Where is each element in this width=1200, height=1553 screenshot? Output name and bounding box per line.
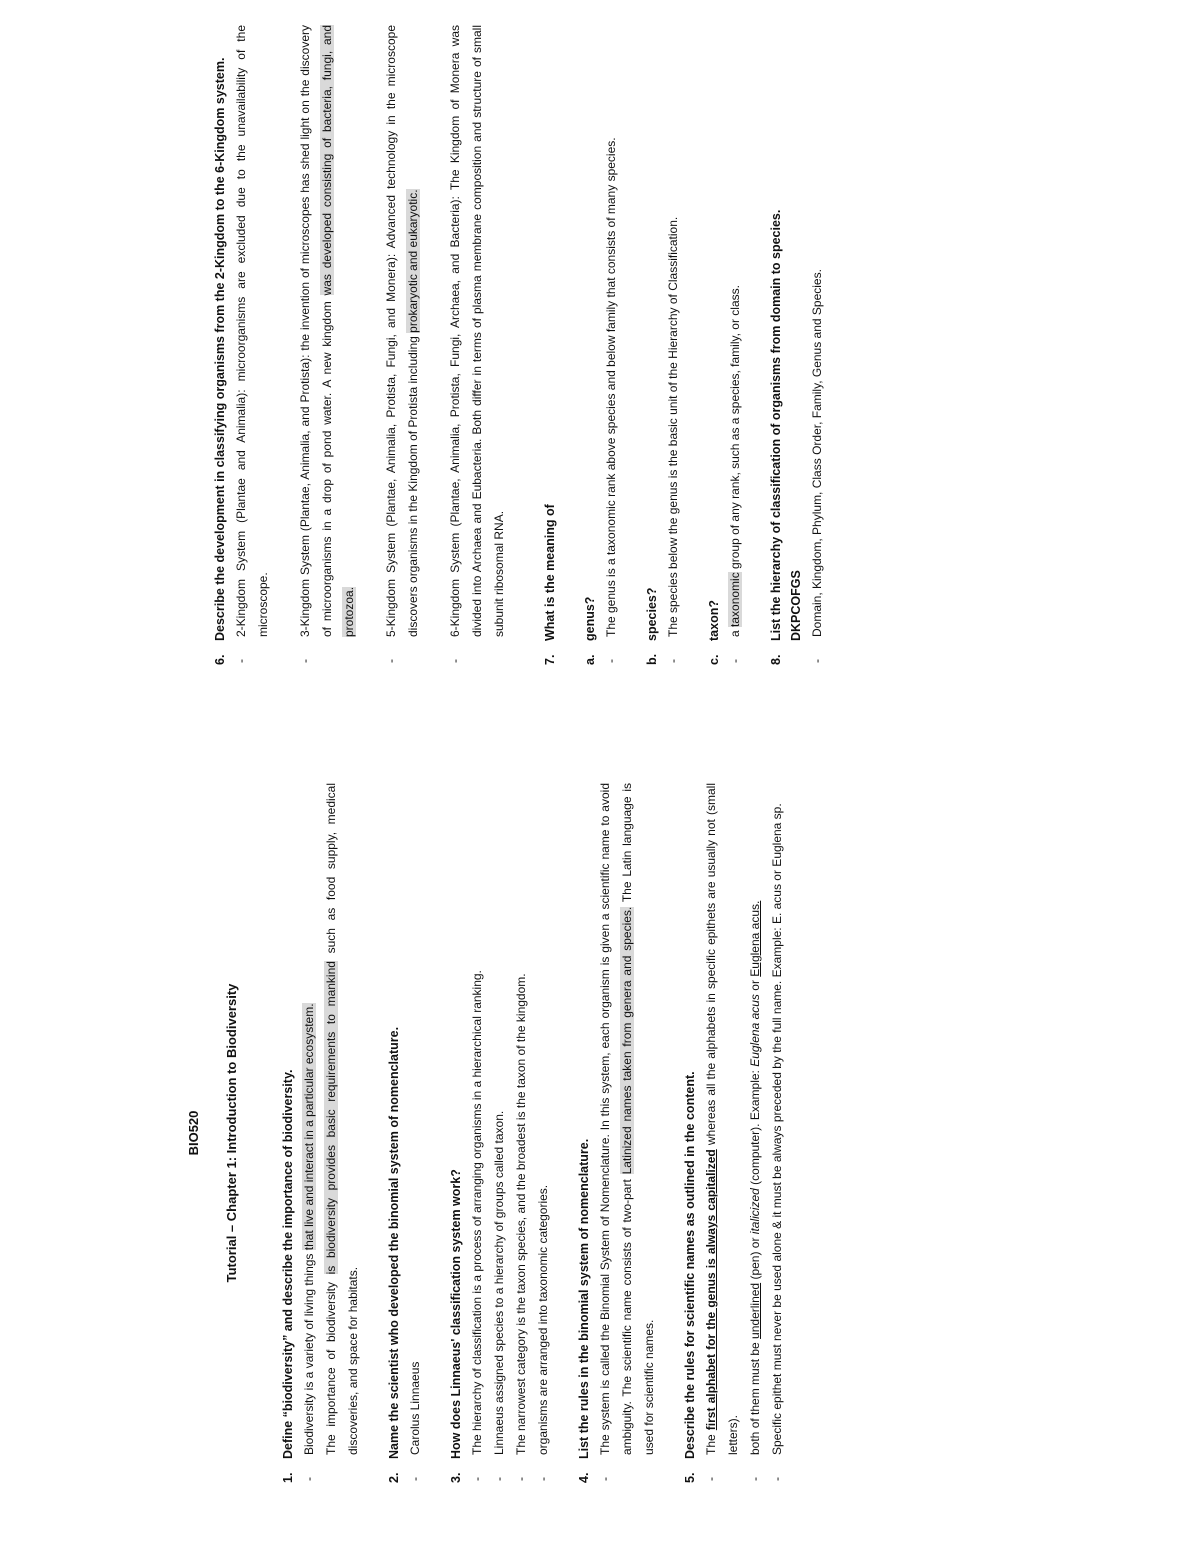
- question-6: 6. Describe the development in classifying organisms from the 2-Kingdom to the 6-Kingdom system.: [213, 57, 227, 665]
- answer-6a: - 2-Kingdom System (Plantae and Animalia): microorganisms are excluded due to the unavailability of the microscope.: [234, 25, 270, 663]
- answer-6b: - 3-Kingdom System (Plantae, Animalia, and Protista): the invention of microscopes has shed light on the discovery of microorganisms in a drop of pond water. A new kingdom was developed consisting of bacteria, fungi, and protozoa.: [298, 25, 356, 663]
- question-1: 1. Define “biodiversity” and describe the importance of biodiversity.: [281, 1069, 295, 1483]
- answer-6d: - 6-Kingdom System (Plantae, Animalia, Protista, Fungi, Archaea, and Bacteria): The Kingdom of Monera was divided into Archaea and Eubacteria. Both differ in terms of plasma membrane composition and structure of small subunit ribosomal RNA.: [448, 25, 506, 663]
- answer-1b: The importance of biodiversity is biodiversity provides basic requirements to mankind such as food supply, medical discoveries, and space for habitats.: [324, 782, 360, 1455]
- left-questions: [278, 783, 788, 1483]
- question-7: 7. What is the meaning of: [543, 504, 557, 665]
- answer-2: - Carolus Linnaeus: [408, 1361, 422, 1481]
- answer-5c: - Specific epithet must never be used alone & it must be always preceded by the full name. Example: E. acus or Euglena sp.: [770, 803, 784, 1481]
- answer-1a: - Biodiversity is a variety of living things that live and interact in a particular ecosystem.: [302, 1003, 316, 1481]
- question-8: 8. List the hierarchy of classification of organisms from domain to species.: [769, 209, 783, 665]
- right-questions: [210, 25, 828, 665]
- answer-6c: - 5-Kingdom System (Plantae, Animalia, Protista, Fungi, and Monera): Advanced technology in the microscope discovers organisms in the Kingdom of Protista including prokaryotic and eukaryotic.: [384, 25, 420, 663]
- answer-5a: - The first alphabet for the genus is always capitalized whereas all the alphabets in specific epithets are usually not (small letters).: [704, 783, 740, 1481]
- question-7a: a. genus?: [583, 596, 597, 665]
- course-code: BIO520: [186, 1110, 201, 1156]
- answer-3a: - The hierarchy of classification is a process of arranging organisms in a hierarchical ranking.: [470, 970, 484, 1481]
- answer-7a: - The genus is a taxonomic rank above species and below family that consists of many species.: [604, 137, 618, 663]
- tutorial-title: Tutorial – Chapter 1: Introduction to Biodiversity: [224, 983, 239, 1283]
- question-2: 2. Name the scientist who developed the binomial system of nomenclature.: [387, 1026, 401, 1483]
- answer-3d: - organisms are arranged into taxonomic categories.: [536, 1184, 550, 1481]
- answer-7b: - The species below the genus is the basic unit of the Hierarchy of Classification.: [666, 216, 680, 663]
- question-7c: c. taxon?: [707, 600, 721, 665]
- answer-8: - Domain, Kingdom, Phylum, Class Order, Family, Genus and Species.: [810, 269, 824, 663]
- answer-7c: - a taxonomic group of any rank, such as a species, family, or class.: [728, 285, 742, 663]
- mnemonic: DKPCOFGS: [789, 570, 803, 641]
- answer-4: - The system is called the Binomial System of Nomenclature. In this system, each organism is given a scientific name to avoid ambiguity. The scientific name consists of two-part Latinized names taken from genera and species. The Latin language is used for scientific names.: [598, 783, 656, 1481]
- answer-3b: - Linnaeus assigned species to a hierarchy of groups called taxon.: [492, 1110, 506, 1481]
- question-5: 5. Describe the rules for scientific names as outlined in the content.: [683, 1071, 697, 1483]
- question-4: 4. List the rules in the binomial system of nomenclature.: [577, 1138, 591, 1483]
- question-3: 3. How does Linnaeus' classification system work?: [449, 1169, 463, 1483]
- answer-5b: - both of them must be underlined (pen) or italicized (computer). Example: Euglena acus or Euglena acus.: [748, 900, 762, 1481]
- question-7b: b. species?: [645, 587, 659, 665]
- answer-3c: - The narrowest category is the taxon species, and the broadest is the taxon of the kingdom.: [514, 973, 528, 1481]
